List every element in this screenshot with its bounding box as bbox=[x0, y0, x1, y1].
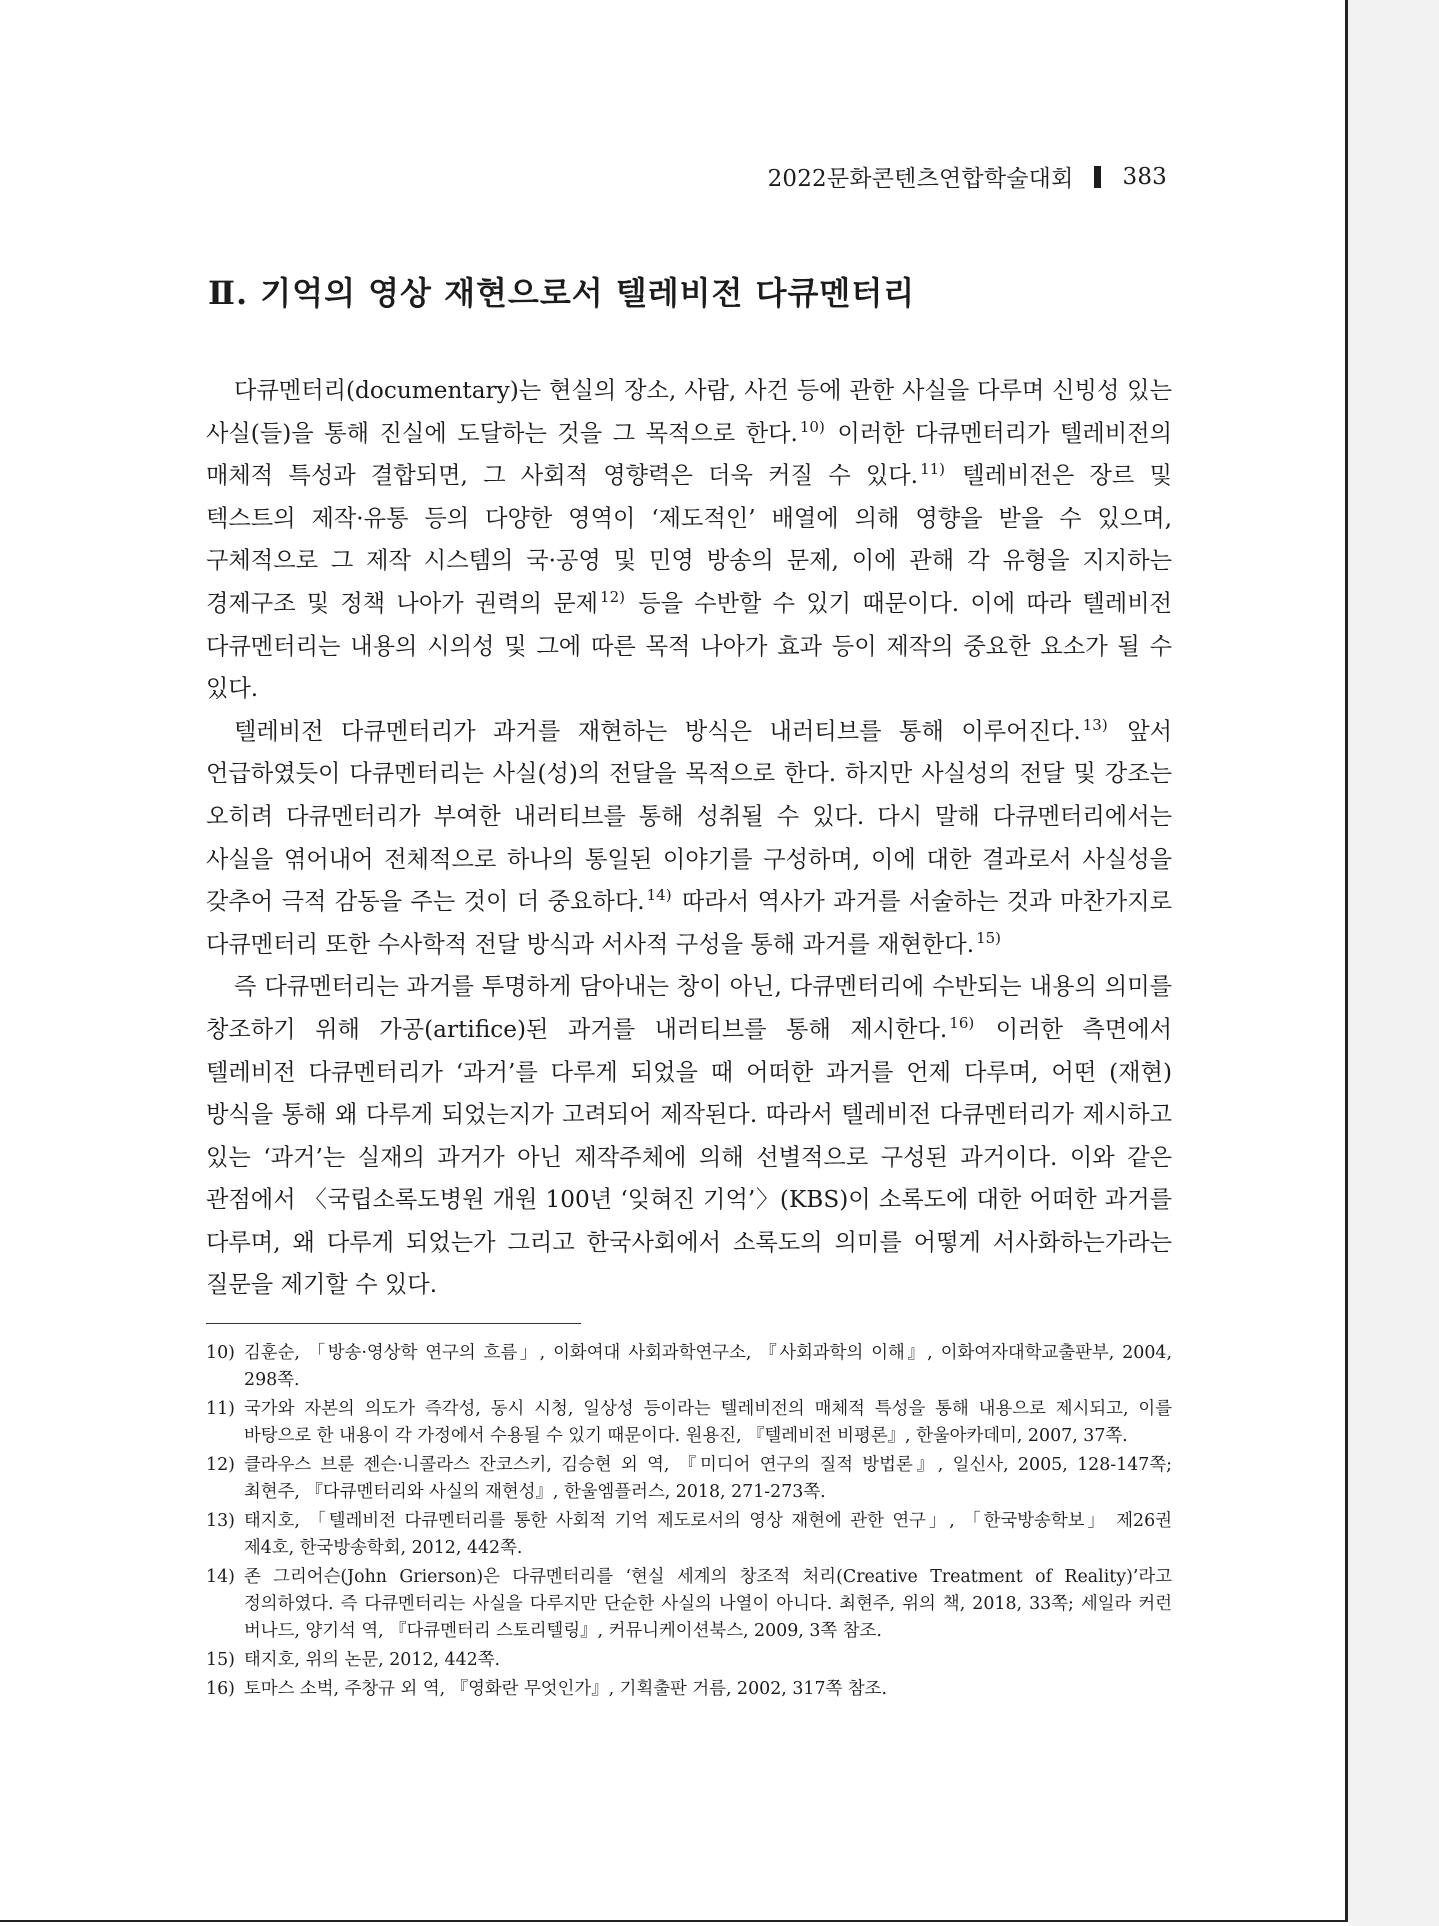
footnote-text: 존 그리어슨(John Grierson)은 다큐멘터리를 ‘현실 세계의 창조적 처리(Creative Treatment of Reality)’라고 정의하였다. 즉 다큐멘터리는 사실을 다루지만 단순한 사실의 나열이 아니다. 최현주, 위의 책, 2018, 33쪽; 세일라 커런 버나드, 양기석 역, 『다큐멘터리 스토리텔링』, 커뮤니케이션북스, 2009, 3쪽 참조. bbox=[244, 1567, 1172, 1641]
footnote-text: 국가와 자본의 의도가 즉각성, 동시 시청, 일상성 등이라는 텔레비전의 매체적 특성을 통해 내용으로 제시되고, 이를 바탕으로 한 내용이 각 가정에서 수용될 수 있기 때문이다. 원용진, 『텔레비전 비평론』, 한울아카데미, 2007, 37쪽. bbox=[244, 1399, 1172, 1446]
footnotes bbox=[206, 1340, 1172, 1705]
section-heading: Ⅱ. 기억의 영상 재현으로서 텔레비전 다큐멘터리 bbox=[208, 274, 916, 312]
footnote-text: 김훈순, 「방송·영상학 연구의 흐름」, 이화여대 사회과학연구소, 『사회과학의 이해』, 이화여자대학교출판부, 2004, 298쪽. bbox=[244, 1343, 1172, 1390]
viewer-gutter bbox=[1348, 0, 1439, 1926]
footnote bbox=[206, 1647, 1172, 1674]
paragraph-text: 이러한 다큐멘터리가 텔레비전의 매체적 특성과 결합되면, 그 사회적 영향력은 더욱 커질 수 있다. bbox=[206, 419, 1172, 490]
footnote-text: 태지호, 「텔레비전 다큐멘터리를 통한 사회적 기억 제도로서의 영상 재현에 관한 연구」, 「한국방송학보」 제26권 제4호, 한국방송학회, 2012, 442쪽. bbox=[244, 1511, 1172, 1558]
footnote-ref[interactable]: 16) bbox=[949, 1014, 975, 1033]
paragraph bbox=[206, 370, 1172, 711]
footnote-ref[interactable]: 13) bbox=[1082, 716, 1108, 735]
paragraph-text: 텔레비전 다큐멘터리가 과거를 재현하는 방식은 내러티브를 통해 이루어진다. bbox=[234, 717, 1081, 745]
footnote-number: 12) bbox=[206, 1455, 235, 1475]
paragraph-text: 이러한 측면에서 텔레비전 다큐멘터리가 ‘과거’를 다루게 되었을 때 어떠한 과거를 언제 다루며, 어떤 (재현) 방식을 통해 왜 다루게 되었는지가 고려되어 제작된다. 따라서 텔레비전 다큐멘터리가 제시하고 있는 ‘과거’는 실재의 과거가 아닌 제작주체에 의해 선별적으로 구성된 과거이다. 이와 같은 관점에서 〈국립소록도병원 개원 100년 ‘잊혀진 기억’〉(KBS)이 소록도에 대한 어떠한 과거를 다루며, 왜 다루게 되었는가 그리고 한국사회에서 소록도의 의미를 어떻게 서사화하는가라는 질문을 제기할 수 있다. bbox=[206, 1015, 1172, 1299]
footnote-number: 13) bbox=[206, 1511, 235, 1531]
paragraph-text: 텔레비전은 장르 및 텍스트의 제작·유통 등의 다양한 영역이 ‘제도적인’ 배열에 의해 영향을 받을 수 있으며, 구체적으로 그 제작 시스템의 국·공영 및 민영 방송의 문제, 이에 관해 각 유형을 지지하는 경제구조 및 정책 나아가 권력의 문제 bbox=[206, 462, 1172, 617]
paragraph bbox=[206, 966, 1172, 1307]
footnote bbox=[206, 1676, 1172, 1703]
footnote-ref[interactable]: 14) bbox=[646, 886, 672, 905]
paragraph-text: 즉 다큐멘터리는 과거를 투명하게 담아내는 창이 아닌, 다큐멘터리에 수반되는 내용의 의미를 창조하기 위해 가공(artifice)된 과거를 내러티브를 통해 제시한다. bbox=[206, 973, 1172, 1043]
footnote-ref[interactable]: 11) bbox=[920, 460, 946, 479]
paragraph bbox=[206, 711, 1172, 967]
body-text bbox=[206, 370, 1172, 1307]
footnote-ref[interactable]: 15) bbox=[976, 928, 1002, 947]
footnote-separator bbox=[206, 1323, 581, 1324]
footnote-number: 10) bbox=[206, 1343, 235, 1363]
footnote-text: 토마스 소벅, 주창규 외 역, 『영화란 무엇인가』, 기획출판 거름, 2002, 317쪽 참조. bbox=[244, 1679, 887, 1699]
running-header bbox=[768, 160, 1167, 193]
footnote-number: 14) bbox=[206, 1567, 235, 1587]
footnote-ref[interactable]: 10) bbox=[799, 417, 825, 436]
paragraph-text: 앞서 언급하였듯이 다큐멘터리는 사실(성)의 전달을 목적으로 한다. 하지만 사실성의 전달 및 강조는 오히려 다큐멘터리가 부여한 내러티브를 통해 성취될 수 있다. 다시 말해 다큐멘터리에서는 사실을 엮어내어 전체적으로 하나의 통일된 이야기를 구성하며, 이에 대한 결과로서 사실성을 갖추어 극적 감동을 주는 것이 더 중요하다. bbox=[206, 717, 1172, 916]
paragraph-text: 따라서 역사가 과거를 서술하는 것과 마찬가지로 다큐멘터리 또한 수사학적 전달 방식과 서사적 구성을 통해 과거를 재현한다. bbox=[206, 888, 1172, 958]
footnote-text: 태지호, 위의 논문, 2012, 442쪽. bbox=[244, 1650, 501, 1670]
paragraph-text: 등을 수반할 수 있기 때문이다. 이에 따라 텔레비전 다큐멘터리는 내용의 시의성 및 그에 따른 목적 나아가 효과 등이 제작의 중요한 요소가 될 수 있다. bbox=[206, 589, 1172, 703]
paragraph-text: 다큐멘터리(documentary)는 현실의 장소, 사람, 사건 등에 관한 사실을 다루며 신빙성 있는 사실(들)을 통해 진실에 도달하는 것을 그 목적으로 한다. bbox=[206, 377, 1172, 447]
running-title: 2022문화콘텐츠연합학술대회 bbox=[767, 166, 1074, 192]
footnote-text: 클라우스 브룬 젠슨·니콜라스 잔코스키, 김승현 외 역, 『미디어 연구의 질적 방법론』, 일신사, 2005, 128-147쪽; 최현주, 『다큐멘터리와 사실의 재현성』, 한울엠플러스, 2018, 271-273쪽. bbox=[244, 1455, 1172, 1502]
footnote-number: 16) bbox=[206, 1679, 235, 1699]
footnote bbox=[206, 1340, 1172, 1394]
header-separator-bar bbox=[1094, 166, 1101, 188]
footnote-number: 15) bbox=[206, 1650, 235, 1670]
footnote-ref[interactable]: 12) bbox=[600, 588, 625, 607]
footnote-number: 11) bbox=[206, 1399, 235, 1419]
footnote bbox=[206, 1508, 1172, 1562]
footnote bbox=[206, 1564, 1172, 1645]
footnote bbox=[206, 1452, 1172, 1506]
footnote bbox=[206, 1396, 1172, 1450]
page-number: 383 bbox=[1122, 163, 1167, 190]
